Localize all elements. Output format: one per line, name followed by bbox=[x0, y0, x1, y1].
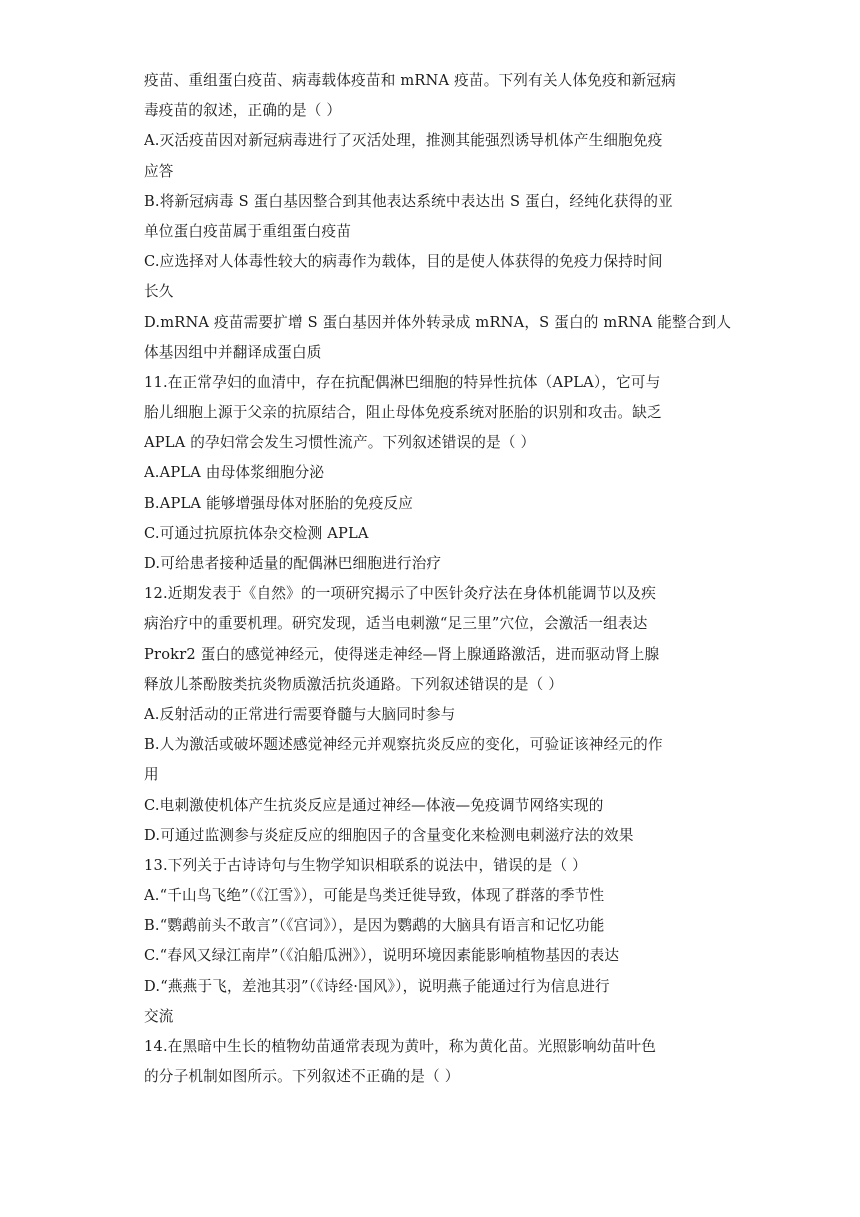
text-line: 胎儿细胞上源于父亲的抗原结合，阻止母体免疫系统对胚胎的识别和攻击。缺乏 bbox=[144, 404, 662, 422]
text-line: 14.在黑暗中生长的植物幼苗通常表现为黄叶，称为黄化苗。光照影响幼苗叶色 bbox=[144, 1038, 657, 1055]
text-line: 13.下列关于古诗诗句与生物学知识相联系的说法中，错误的是（ ） bbox=[144, 856, 587, 874]
text-line: Prokr2 蛋白的感觉神经元，使得迷走神经—肾上腺通路激活，进而驱动肾上腺 bbox=[144, 645, 660, 663]
text-line: 毒疫苗的叙述，正确的是（ ） bbox=[144, 102, 342, 120]
text-line: B.人为激活或破坏题述感觉神经元并观察抗炎反应的变化，可验证该神经元的作 bbox=[144, 736, 663, 754]
text-line: 体基因组中并翻译成蛋白质 bbox=[144, 343, 322, 361]
text-line: C.可通过抗原抗体杂交检测 APLA bbox=[144, 524, 369, 542]
text-line: C.“春风又绿江南岸”（《泊船瓜洲》），说明环境因素能影响植物基因的表达 bbox=[144, 947, 620, 965]
text-line: 11.在正常孕妇的血清中，存在抗配偶淋巴细胞的特异性抗体（APLA），它可与 bbox=[144, 373, 661, 391]
text-line: 疫苗、重组蛋白疫苗、病毒载体疫苗和 mRNA 疫苗。下列有关人体免疫和新冠病 bbox=[144, 72, 677, 89]
text-line: 用 bbox=[144, 766, 159, 784]
text-line: 病治疗中的重要机理。研究发现，适当电刺激“足三里”穴位，会激活一组表达 bbox=[144, 615, 648, 633]
text-line: A.反射活动的正常进行需要脊髓与大脑同时参与 bbox=[144, 705, 456, 723]
text-line: 12.近期发表于《自然》的一项研究揭示了中医针灸疗法在身体机能调节以及疾 bbox=[144, 585, 657, 603]
text-line: D.mRNA 疫苗需要扩增 S 蛋白基因并体外转录成 mRNA，S 蛋白的 mRNA 能整合到人 bbox=[144, 313, 732, 331]
text-line: C.应选择对人体毒性较大的病毒作为载体，目的是使人体获得的免疫力保持时间 bbox=[144, 253, 663, 271]
text-line: D.可通过监测参与炎症反应的细胞因子的含量变化来检测电刺滋疗法的效果 bbox=[144, 826, 634, 844]
text-line: B.APLA 能够增强母体对胚胎的免疫反应 bbox=[144, 494, 414, 512]
text-line: C.电刺激使机体产生抗炎反应是通过神经—体液—免疫调节网络实现的 bbox=[144, 796, 604, 814]
text-line: A.APLA 由母体浆细胞分泌 bbox=[144, 464, 325, 482]
text-line: 单位蛋白疫苗属于重组蛋白疫苗 bbox=[144, 222, 352, 240]
text-line: D.“燕燕于飞，差池其羽”（《诗经·国风》），说明燕子能通过行为信息进行 bbox=[144, 977, 610, 995]
text-line: A.灭活疫苗因对新冠病毒进行了灭活处理，推测其能强烈诱导机体产生细胞免疫 bbox=[144, 132, 663, 150]
text-line: D.可给患者接种适量的配偶淋巴细胞进行治疗 bbox=[144, 555, 442, 572]
text-line: 长久 bbox=[144, 283, 174, 301]
text-line: 交流 bbox=[144, 1007, 174, 1025]
text-line: APLA 的孕妇常会发生习惯性流产。下列叙述错误的是（ ） bbox=[144, 434, 536, 452]
text-line: A.“千山鸟飞绝”（《江雪》），可能是鸟类迁徙导致，体现了群落的季节性 bbox=[144, 887, 605, 905]
document-body bbox=[144, 66, 744, 1092]
text-line: 应答 bbox=[144, 162, 174, 180]
text-line: 的分子机制如图所示。下列叙述不正确的是（ ） bbox=[144, 1068, 460, 1086]
text-line: 释放儿茶酚胺类抗炎物质激活抗炎通路。下列叙述错误的是（ ） bbox=[144, 675, 564, 693]
text-line: B.将新冠病毒 S 蛋白基因整合到其他表达系统中表达出 S 蛋白，经纯化获得的亚 bbox=[144, 192, 673, 210]
text-line: B.“鹦鹉前头不敢言”（《宫词》），是因为鹦鹉的大脑具有语言和记忆功能 bbox=[144, 917, 605, 935]
